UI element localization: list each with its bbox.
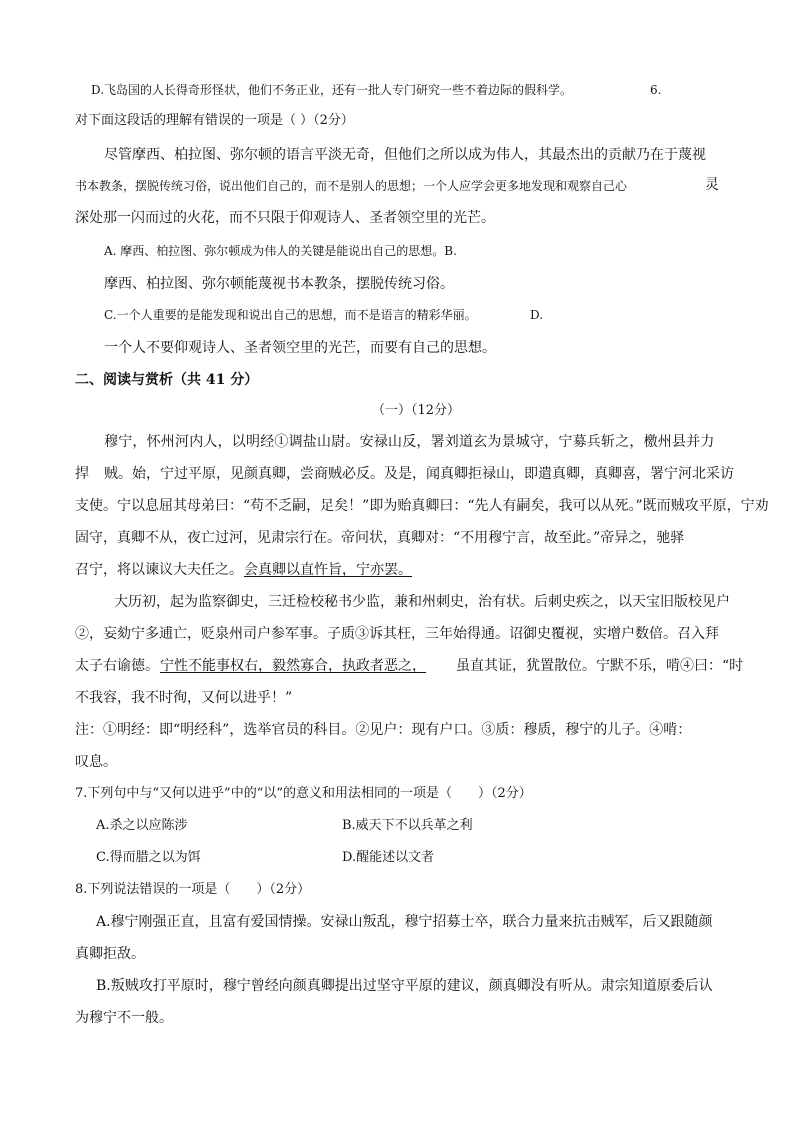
subsection-heading: （一）（12分）: [372, 403, 461, 418]
question-7-option-b: B.威天下不以兵革之利: [342, 818, 473, 833]
question-7-option-c: C.得而腊之以为饵: [96, 850, 201, 865]
classical-passage-line-5-start: 召宁，将以谏议大夫任之。: [75, 562, 243, 578]
classical-passage-line-6: 大历初，起为监察御史，三迁检校秘书少监，兼和州刺史，治有状。后刺史疾之，以天宝旧版校见户: [114, 594, 730, 610]
classical-passage-line-2-start: 捍: [75, 466, 89, 482]
question-8-stem: 8.下列说法错误的一项是（ ）（2分）: [75, 882, 311, 897]
option-a-line: A. 摩西、柏拉图、弥尔顿成为伟人的关键是能说出自己的思想。B.: [104, 244, 457, 258]
section-heading: 二、阅读与赏析（共 41 分）: [75, 372, 259, 388]
question-7-option-d: D.醒能述以文者: [342, 850, 435, 865]
classical-passage-line-8-end: 虽直其证，犹置散位。宁默不乐，啃④曰：“时: [456, 658, 744, 674]
question-number-6: 6.: [650, 83, 662, 97]
passage-line-2-end: 灵: [705, 177, 719, 193]
option-c-line: C.一个人重要的是能发现和说出自己的思想，而不是语言的精彩华丽。: [104, 308, 477, 322]
classical-passage-line-9: 不我容，我不时徇，又何以进乎！”: [75, 690, 293, 706]
notes-line-2: 叹息。: [75, 754, 117, 770]
option-d-label: D.: [530, 308, 544, 322]
classical-passage-line-3: 支使。宁以息屈其母弟曰：“苟不乏嗣，足矣！”即为贻真卿曰：“先人有嗣矣，我可以从死。”既而贼攻平原，宁劝: [75, 498, 769, 514]
classical-passage-line-8-underlined: 宁性不能事权右，毅然寡合，执政者恶之，: [160, 658, 426, 674]
question-8-option-a-line-2: 真卿拒敌。: [75, 946, 145, 962]
question-6-stem: 对下面这段话的理解有错误的一项是（ ）（2分）: [75, 113, 354, 128]
passage-line-1: 尽管摩西、柏拉图、弥尔顿的语言平淡无奇，但他们之所以成为伟人，其最杰出的贡献乃在于蔑视: [104, 147, 706, 163]
classical-passage-line-2: 贼。始，宁过平原，见颜真卿，尝商贼必反。及是，闻真卿拒禄山，即遣真卿，真卿喜，署宁河北采访: [104, 466, 734, 482]
question-8-option-b-line-1: B.叛贼攻打平原时，穆宁曾经向颜真卿提出过坚守平原的建议，颜真卿没有听从。肃宗知道原委后认: [96, 978, 713, 994]
notes-line-1: 注：①明经：即“明经科”，选举官员的科目。②见户：现有户口。③质：穆质，穆宁的儿子。④啃：: [75, 722, 692, 738]
option-d-text: 一个人不要仰观诗人、圣者领空里的光芒，而要有自己的思想。: [104, 340, 496, 356]
passage-line-3: 深处那一闪而过的火花，而不只限于仰观诗人、圣者领空里的光芒。: [75, 210, 495, 226]
classical-passage-line-4: 固守，真卿不从，夜亡过河，见肃宗行在。帝问状，真卿对：“不用穆宁言，故至此。”帝异之，驰驿: [75, 530, 685, 546]
option-d-line: D.飞岛国的人长得奇形怪状，他们不务正业，还有一批人专门研究一些不着边际的假科学。: [91, 83, 573, 97]
option-b-line: 摩西、柏拉图、弥尔顿能蔑视书本教条，摆脱传统习俗。: [104, 276, 454, 292]
question-8-option-b-line-2: 为穆宁不一般。: [75, 1010, 173, 1026]
classical-passage-line-7: ②，妄劾宁多逋亡，贬泉州司户参军事。子质③诉其枉，三年始得通。诏御史覆视，实增户数倍。召入拜: [75, 626, 719, 642]
question-7-stem: 7.下列句中与“又何以进乎”中的“以”的意义和用法相同的一项是（ ）（2分）: [75, 786, 532, 801]
classical-passage-line-1: 穆宁，怀州河内人，以明经①调盐山尉。安禄山反，署刘道玄为景城守，宁募兵斩之，檄州县并力: [104, 434, 715, 450]
question-7-option-a: A.杀之以应陈涉: [96, 818, 188, 833]
classical-passage-line-8-start: 太子右谕德。: [75, 658, 159, 674]
classical-passage-line-5-underlined: 会真卿以直忤旨，宁亦罢。: [244, 562, 412, 578]
question-8-option-a-line-1: A.穆宁刚强正直，且富有爱国情操。安禄山叛乱，穆宁招募士卒，联合力量来抗击贼军，后又跟随颜: [96, 914, 713, 930]
passage-line-2: 书本教条，摆脱传统习俗，说出他们自己的，而不是别人的思想；一个人应学会更多地发现和观察自己心: [75, 179, 628, 193]
